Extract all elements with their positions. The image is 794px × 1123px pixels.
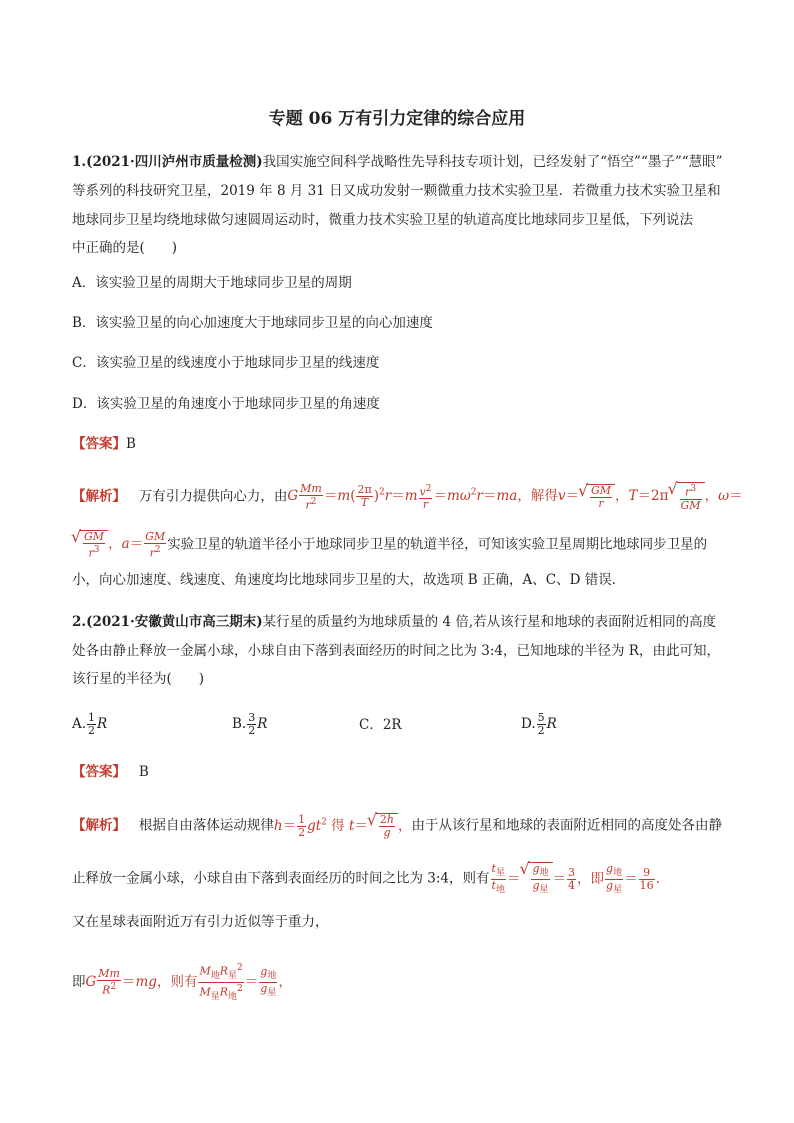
analysis-tag: 【解析】 [72,488,126,505]
page-title: 专题 06 万有引力定律的综合应用 [268,109,526,129]
q2-analysis-tail-1: 由于从该行星和地球的表面附近相同的高度处各由静 [411,817,723,834]
q1-formula-1: G $\frac{Mm}{r^2}$ ＝m( $\frac{2\pi}{T}$ )$^2$r＝m $\frac{v^2}{r}$ $=m\omega^2r=ma$，解得v＝ √ $\frac{GM}{r}$ ，T＝2π √ $\frac{r^3}{GM}$ ，ω＝ [287,488,742,504]
q2-source: 2.(2021·安徽黄山市高三期末) [72,614,263,630]
q2-option-a: A. $\frac{1}{2}$ R [72,711,108,737]
q2-analysis-line-2 [72,862,660,896]
q1-analysis-line-2 [72,530,707,560]
q1-stem-line-4: 中正确的是( ) [72,240,178,256]
q1-text-1: 我国实施空间科学战略性先导科技专项计划，已经发射了“悟空”“墨子”“慧眼” [262,154,723,170]
q1-answer-value: B [126,436,136,452]
q1-option-d: D．该实验卫星的角速度小于地球同步卫星的角速度 [72,396,380,412]
q2-option-d-label: D. [521,716,536,732]
q2-option-d: D. $\frac{5}{2}$ R [521,711,557,737]
q2-option-a-label: A. [72,716,87,732]
q1-option-c: C．该实验卫星的线速度小于地球同步卫星的线速度 [72,355,380,371]
q1-analysis-text-1: 万有引力提供向心力，由 [138,488,288,505]
q2-analysis-line-4 [72,962,292,1003]
q2-analysis-line-3: 又在星球表面附近万有引力近似等于重力， [72,914,329,930]
q2-analysis-text-2: 止释放一金属小球，小球自由下落到表面经历的时间之比为 3:4，则有 [72,870,490,887]
q1-stem-line-1 [72,152,723,172]
q1-analysis-line-1 [72,482,743,512]
q1-stem-line-2: 等系列的科技研究卫星，2019 年 8 月 31 日又成功发射一颗微重力技术实验卫星．若微重力技术实验卫星和 [72,183,721,199]
answer-tag: 【答案】 [72,764,126,780]
q2-analysis-text-1: 根据自由落体运动规律 [138,817,274,834]
q2-analysis-text-4: 即 [72,973,86,990]
q1-option-b: B．该实验卫星的向心加速度大于地球同步卫星的向心加速度 [72,315,433,331]
q2-stem-line-2: 处各由静止释放一金属小球，小球自由下落到表面经历的时间之比为 3:4，已知地球的半径为 R，由此可知， [72,643,720,659]
q1-formula-2: √ $\frac{GM}{r^3}$ ，a＝ $\frac{GM}{r^2}$ [72,536,167,552]
analysis-tag: 【解析】 [72,817,126,834]
q2-option-c: C．2R [359,717,402,733]
q2-option-b-label: B. [232,716,247,732]
answer-tag: 【答案】 [72,436,126,452]
q2-answer [72,762,149,782]
q2-formula-2: $\frac{t_星}{t_地}$ ＝ √ $\frac{g_地}{g_星}$ ＝ $\frac{3}{4}$ ，即 $\frac{g_地}{g_星}$ ＝ $\frac{9}{16}$ . [490,871,660,887]
q1-option-a: A．该实验卫星的周期大于地球同步卫星的周期 [72,275,352,291]
q2-option-b: B. $\frac{3}{2}$ R [232,711,268,737]
q2-stem-line-3: 该行星的半径为( ) [72,671,205,687]
q2-answer-value: B [138,764,149,780]
q2-text-1: 某行星的质量约为地球质量的 4 倍,若从该行星和地球的表面附近相同的高度 [262,614,717,630]
q1-source: 1.(2021·四川泸州市质量检测) [72,154,263,170]
q2-analysis-line-1 [72,812,722,839]
q1-analysis-text-2: 实验卫星的轨道半径小于地球同步卫星的轨道半径，可知该实验卫星周期比地球同步卫星的 [167,536,708,553]
q2-formula-1: h＝ $\frac{1}{2}$ $gt^2$ 得 t＝ √ $\frac{2h}{g}$ ， [274,818,412,834]
q2-stem-line-1 [72,612,716,632]
q1-analysis-line-3: 小，向心加速度、线速度、角速度均比地球同步卫星的大，故选项 B 正确，A、C、D 错误． [72,572,626,588]
q1-answer [72,434,136,454]
q2-formula-3: G $\frac{Mm}{R^2}$ ＝mg，则有 $\frac{M_地R_星^2}{M_星R_地^2}$ ＝ $\frac{g_地}{g_星}$ ， [85,963,292,1002]
q1-stem-line-3: 地球同步卫星均绕地球做匀速圆周运动时，微重力技术实验卫星的轨道高度比地球同步卫星低，下列说法 [72,212,693,228]
